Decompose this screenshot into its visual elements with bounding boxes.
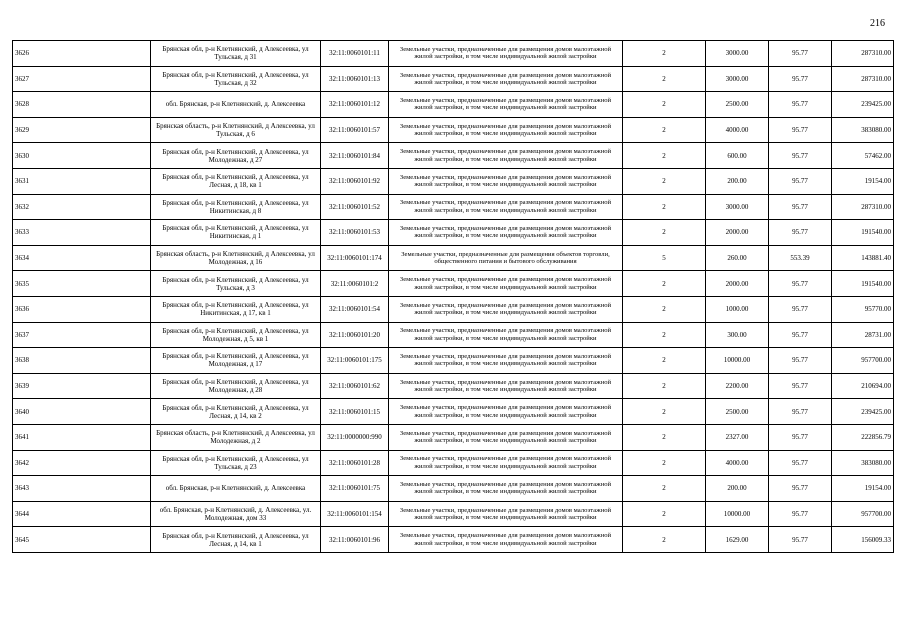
row-number: 3627 — [13, 66, 151, 92]
cadastral-value-table — [12, 40, 894, 553]
address-cell: Брянская область, р-н Клетнянский, д Алексеевка, ул Молодежная, д 16 — [151, 245, 321, 271]
cadastral-number-cell: 32:11:0060101:53 — [321, 220, 389, 246]
rate-cell: 95.77 — [769, 194, 832, 220]
cadastral-number-cell: 32:11:0060101:154 — [321, 501, 389, 527]
area-cell: 4000.00 — [706, 117, 769, 143]
area-cell: 200.00 — [706, 476, 769, 502]
table-row — [13, 348, 894, 374]
address-cell: обл. Брянская, р-н Клетнянский, д. Алексеевка — [151, 476, 321, 502]
area-cell: 200.00 — [706, 168, 769, 194]
table-row — [13, 476, 894, 502]
rate-cell: 95.77 — [769, 168, 832, 194]
group-cell: 2 — [623, 527, 706, 553]
row-number: 3644 — [13, 501, 151, 527]
address-cell: Брянская обл, р-н Клетнянский, д Алексеевка, ул Молодежная, д 28 — [151, 373, 321, 399]
cadastral-number-cell: 32:11:0060101:15 — [321, 399, 389, 425]
row-number: 3640 — [13, 399, 151, 425]
area-cell: 300.00 — [706, 322, 769, 348]
permitted-use-cell: Земельные участки, предназначенные для размещения домов малоэтажной жилой застройки, в том числе индивидуальной жилой застройки — [389, 424, 623, 450]
cadastral-value-cell: 156009.33 — [832, 527, 894, 553]
address-cell: обл. Брянская, р-н Клетнянский, д. Алексеевка, ул. Молодежная, дом 33 — [151, 501, 321, 527]
table-row — [13, 296, 894, 322]
rate-cell: 95.77 — [769, 117, 832, 143]
table-row — [13, 271, 894, 297]
cadastral-value-cell: 957700.00 — [832, 501, 894, 527]
address-cell: Брянская обл, р-н Клетнянский, д Алексеевка, ул Тульская, д 23 — [151, 450, 321, 476]
rate-cell: 95.77 — [769, 399, 832, 425]
area-cell: 2500.00 — [706, 92, 769, 118]
permitted-use-cell: Земельные участки, предназначенные для размещения домов малоэтажной жилой застройки, в том числе индивидуальной жилой застройки — [389, 450, 623, 476]
permitted-use-cell: Земельные участки, предназначенные для размещения домов малоэтажной жилой застройки, в том числе индивидуальной жилой застройки — [389, 220, 623, 246]
row-number: 3641 — [13, 424, 151, 450]
cadastral-value-cell: 957700.00 — [832, 348, 894, 374]
cadastral-value-cell: 239425.00 — [832, 92, 894, 118]
permitted-use-cell: Земельные участки, предназначенные для размещения домов малоэтажной жилой застройки, в том числе индивидуальной жилой застройки — [389, 194, 623, 220]
address-cell: Брянская обл, р-н Клетнянский, д Алексеевка, ул Тульская, д 31 — [151, 41, 321, 67]
area-cell: 3000.00 — [706, 41, 769, 67]
cadastral-number-cell: 32:11:0060101:84 — [321, 143, 389, 169]
cadastral-value-cell: 239425.00 — [832, 399, 894, 425]
group-cell: 2 — [623, 194, 706, 220]
row-number: 3626 — [13, 41, 151, 67]
area-cell: 1000.00 — [706, 296, 769, 322]
table-row — [13, 373, 894, 399]
table-row — [13, 399, 894, 425]
table-row — [13, 450, 894, 476]
permitted-use-cell: Земельные участки, предназначенные для размещения домов малоэтажной жилой застройки, в том числе индивидуальной жилой застройки — [389, 92, 623, 118]
area-cell: 1629.00 — [706, 527, 769, 553]
cadastral-number-cell: 32:11:0060101:28 — [321, 450, 389, 476]
cadastral-value-cell: 222856.79 — [832, 424, 894, 450]
rate-cell: 95.77 — [769, 424, 832, 450]
cadastral-value-cell: 19154.00 — [832, 168, 894, 194]
area-cell: 2200.00 — [706, 373, 769, 399]
area-cell: 2327.00 — [706, 424, 769, 450]
cadastral-value-cell: 383080.00 — [832, 117, 894, 143]
permitted-use-cell: Земельные участки, предназначенные для размещения домов малоэтажной жилой застройки, в том числе индивидуальной жилой застройки — [389, 527, 623, 553]
area-cell: 10000.00 — [706, 501, 769, 527]
address-cell: Брянская обл, р-н Клетнянский, д Алексеевка, ул Лесная, д 14, кв 1 — [151, 527, 321, 553]
area-cell: 2000.00 — [706, 220, 769, 246]
rate-cell: 95.77 — [769, 501, 832, 527]
group-cell: 2 — [623, 117, 706, 143]
cadastral-value-cell: 287310.00 — [832, 66, 894, 92]
area-cell: 3000.00 — [706, 194, 769, 220]
cadastral-value-cell: 287310.00 — [832, 194, 894, 220]
table-row — [13, 424, 894, 450]
row-number: 3636 — [13, 296, 151, 322]
group-cell: 2 — [623, 41, 706, 67]
row-number: 3638 — [13, 348, 151, 374]
group-cell: 2 — [623, 424, 706, 450]
cadastral-value-cell: 28731.00 — [832, 322, 894, 348]
address-cell: Брянская область, р-н Клетнянский, д Алексеевка, ул Молодежная, д 2 — [151, 424, 321, 450]
table-body — [13, 41, 894, 553]
group-cell: 2 — [623, 501, 706, 527]
rate-cell: 95.77 — [769, 476, 832, 502]
address-cell: Брянская область, р-н Клетнянский, д Алексеевка, ул Тульская, д 6 — [151, 117, 321, 143]
permitted-use-cell: Земельные участки, предназначенные для размещения домов малоэтажной жилой застройки, в том числе индивидуальной жилой застройки — [389, 296, 623, 322]
table-row — [13, 220, 894, 246]
area-cell: 4000.00 — [706, 450, 769, 476]
cadastral-number-cell: 32:11:0060101:75 — [321, 476, 389, 502]
group-cell: 2 — [623, 450, 706, 476]
cadastral-number-cell: 32:11:0060101:12 — [321, 92, 389, 118]
table-row — [13, 168, 894, 194]
cadastral-number-cell: 32:11:0060101:13 — [321, 66, 389, 92]
group-cell: 2 — [623, 322, 706, 348]
group-cell: 2 — [623, 66, 706, 92]
address-cell: Брянская обл, р-н Клетнянский, д Алексеевка, ул Молодежная, д 17 — [151, 348, 321, 374]
address-cell: Брянская обл, р-н Клетнянский, д Алексеевка, ул Тульская, д 3 — [151, 271, 321, 297]
table-row — [13, 501, 894, 527]
cadastral-number-cell: 32:11:0060101:57 — [321, 117, 389, 143]
permitted-use-cell: Земельные участки, предназначенные для размещения домов малоэтажной жилой застройки, в том числе индивидуальной жилой застройки — [389, 476, 623, 502]
permitted-use-cell: Земельные участки, предназначенные для размещения домов малоэтажной жилой застройки, в том числе индивидуальной жилой застройки — [389, 271, 623, 297]
row-number: 3634 — [13, 245, 151, 271]
table-row — [13, 66, 894, 92]
permitted-use-cell: Земельные участки, предназначенные для размещения домов малоэтажной жилой застройки, в том числе индивидуальной жилой застройки — [389, 373, 623, 399]
rate-cell: 553.39 — [769, 245, 832, 271]
row-number: 3639 — [13, 373, 151, 399]
address-cell: Брянская обл, р-н Клетнянский, д Алексеевка, ул Никитинская, д 8 — [151, 194, 321, 220]
cadastral-number-cell: 32:11:0000000:990 — [321, 424, 389, 450]
table-row — [13, 322, 894, 348]
table-row — [13, 527, 894, 553]
permitted-use-cell: Земельные участки, предназначенные для размещения домов малоэтажной жилой застройки, в том числе индивидуальной жилой застройки — [389, 399, 623, 425]
row-number: 3637 — [13, 322, 151, 348]
table-row — [13, 92, 894, 118]
cadastral-value-cell: 19154.00 — [832, 476, 894, 502]
rate-cell: 95.77 — [769, 92, 832, 118]
table-row — [13, 143, 894, 169]
address-cell: Брянская обл, р-н Клетнянский, д Алексеевка, ул Никитинская, д 1 — [151, 220, 321, 246]
cadastral-number-cell: 32:11:0060101:62 — [321, 373, 389, 399]
rate-cell: 95.77 — [769, 450, 832, 476]
address-cell: Брянская обл, р-н Клетнянский, д Алексеевка, ул Молодежная, д 27 — [151, 143, 321, 169]
rate-cell: 95.77 — [769, 373, 832, 399]
cadastral-number-cell: 32:11:0060101:54 — [321, 296, 389, 322]
table-row — [13, 245, 894, 271]
row-number: 3630 — [13, 143, 151, 169]
permitted-use-cell: Земельные участки, предназначенные для размещения домов малоэтажной жилой застройки, в том числе индивидуальной жилой застройки — [389, 41, 623, 67]
address-cell: обл. Брянская, р-н Клетнянский, д. Алексеевка — [151, 92, 321, 118]
group-cell: 2 — [623, 92, 706, 118]
row-number: 3635 — [13, 271, 151, 297]
cadastral-number-cell: 32:11:0060101:175 — [321, 348, 389, 374]
address-cell: Брянская обл, р-н Клетнянский, д Алексеевка, ул Тульская, д 32 — [151, 66, 321, 92]
rate-cell: 95.77 — [769, 296, 832, 322]
row-number: 3642 — [13, 450, 151, 476]
address-cell: Брянская обл, р-н Клетнянский, д Алексеевка, ул Молодежная, д 5, кв 1 — [151, 322, 321, 348]
cadastral-number-cell: 32:11:0060101:2 — [321, 271, 389, 297]
cadastral-value-cell: 95770.00 — [832, 296, 894, 322]
table-row — [13, 117, 894, 143]
row-number: 3633 — [13, 220, 151, 246]
cadastral-number-cell: 32:11:0060101:11 — [321, 41, 389, 67]
cadastral-value-cell: 383080.00 — [832, 450, 894, 476]
rate-cell: 95.77 — [769, 322, 832, 348]
area-cell: 600.00 — [706, 143, 769, 169]
group-cell: 2 — [623, 476, 706, 502]
address-cell: Брянская обл, р-н Клетнянский, д Алексеевка, ул Никитинская, д 17, кв 1 — [151, 296, 321, 322]
row-number: 3631 — [13, 168, 151, 194]
rate-cell: 95.77 — [769, 527, 832, 553]
group-cell: 5 — [623, 245, 706, 271]
permitted-use-cell: Земельные участки, предназначенные для размещения домов малоэтажной жилой застройки, в том числе индивидуальной жилой застройки — [389, 168, 623, 194]
cadastral-value-cell: 143881.40 — [832, 245, 894, 271]
group-cell: 2 — [623, 271, 706, 297]
permitted-use-cell: Земельные участки, предназначенные для размещения домов малоэтажной жилой застройки, в том числе индивидуальной жилой застройки — [389, 117, 623, 143]
row-number: 3643 — [13, 476, 151, 502]
rate-cell: 95.77 — [769, 220, 832, 246]
group-cell: 2 — [623, 373, 706, 399]
cadastral-value-cell: 191540.00 — [832, 271, 894, 297]
cadastral-number-cell: 32:11:0060101:96 — [321, 527, 389, 553]
cadastral-value-cell: 57462.00 — [832, 143, 894, 169]
group-cell: 2 — [623, 168, 706, 194]
rate-cell: 95.77 — [769, 348, 832, 374]
row-number: 3628 — [13, 92, 151, 118]
row-number: 3645 — [13, 527, 151, 553]
group-cell: 2 — [623, 399, 706, 425]
group-cell: 2 — [623, 348, 706, 374]
rate-cell: 95.77 — [769, 143, 832, 169]
group-cell: 2 — [623, 220, 706, 246]
row-number: 3629 — [13, 117, 151, 143]
row-number: 3632 — [13, 194, 151, 220]
permitted-use-cell: Земельные участки, предназначенные для размещения домов малоэтажной жилой застройки, в том числе индивидуальной жилой застройки — [389, 322, 623, 348]
address-cell: Брянская обл, р-н Клетнянский, д Алексеевка, ул Лесная, д 18, кв 1 — [151, 168, 321, 194]
area-cell: 260.00 — [706, 245, 769, 271]
rate-cell: 95.77 — [769, 41, 832, 67]
address-cell: Брянская обл, р-н Клетнянский, д Алексеевка, ул Лесная, д 14, кв 2 — [151, 399, 321, 425]
cadastral-number-cell: 32:11:0060101:92 — [321, 168, 389, 194]
table-row — [13, 41, 894, 67]
rate-cell: 95.77 — [769, 271, 832, 297]
rate-cell: 95.77 — [769, 66, 832, 92]
group-cell: 2 — [623, 296, 706, 322]
permitted-use-cell: Земельные участки, предназначенные для размещения домов малоэтажной жилой застройки, в том числе индивидуальной жилой застройки — [389, 501, 623, 527]
area-cell: 2000.00 — [706, 271, 769, 297]
cadastral-number-cell: 32:11:0060101:174 — [321, 245, 389, 271]
group-cell: 2 — [623, 143, 706, 169]
cadastral-value-cell: 287310.00 — [832, 41, 894, 67]
area-cell: 10000.00 — [706, 348, 769, 374]
area-cell: 2500.00 — [706, 399, 769, 425]
cadastral-number-cell: 32:11:0060101:20 — [321, 322, 389, 348]
cadastral-number-cell: 32:11:0060101:52 — [321, 194, 389, 220]
page-number: 216 — [870, 18, 885, 29]
permitted-use-cell: Земельные участки, предназначенные для размещения домов малоэтажной жилой застройки, в том числе индивидуальной жилой застройки — [389, 66, 623, 92]
permitted-use-cell: Земельные участки, предназначенные для размещения домов малоэтажной жилой застройки, в том числе индивидуальной жилой застройки — [389, 143, 623, 169]
cadastral-value-cell: 210694.00 — [832, 373, 894, 399]
permitted-use-cell: Земельные участки, предназначенные для размещения домов малоэтажной жилой застройки, в том числе индивидуальной жилой застройки — [389, 348, 623, 374]
permitted-use-cell: Земельные участки, предназначенные для размещения объектов торговли, общественного питания и бытового обслуживания — [389, 245, 623, 271]
area-cell: 3000.00 — [706, 66, 769, 92]
table-row — [13, 194, 894, 220]
cadastral-value-cell: 191540.00 — [832, 220, 894, 246]
